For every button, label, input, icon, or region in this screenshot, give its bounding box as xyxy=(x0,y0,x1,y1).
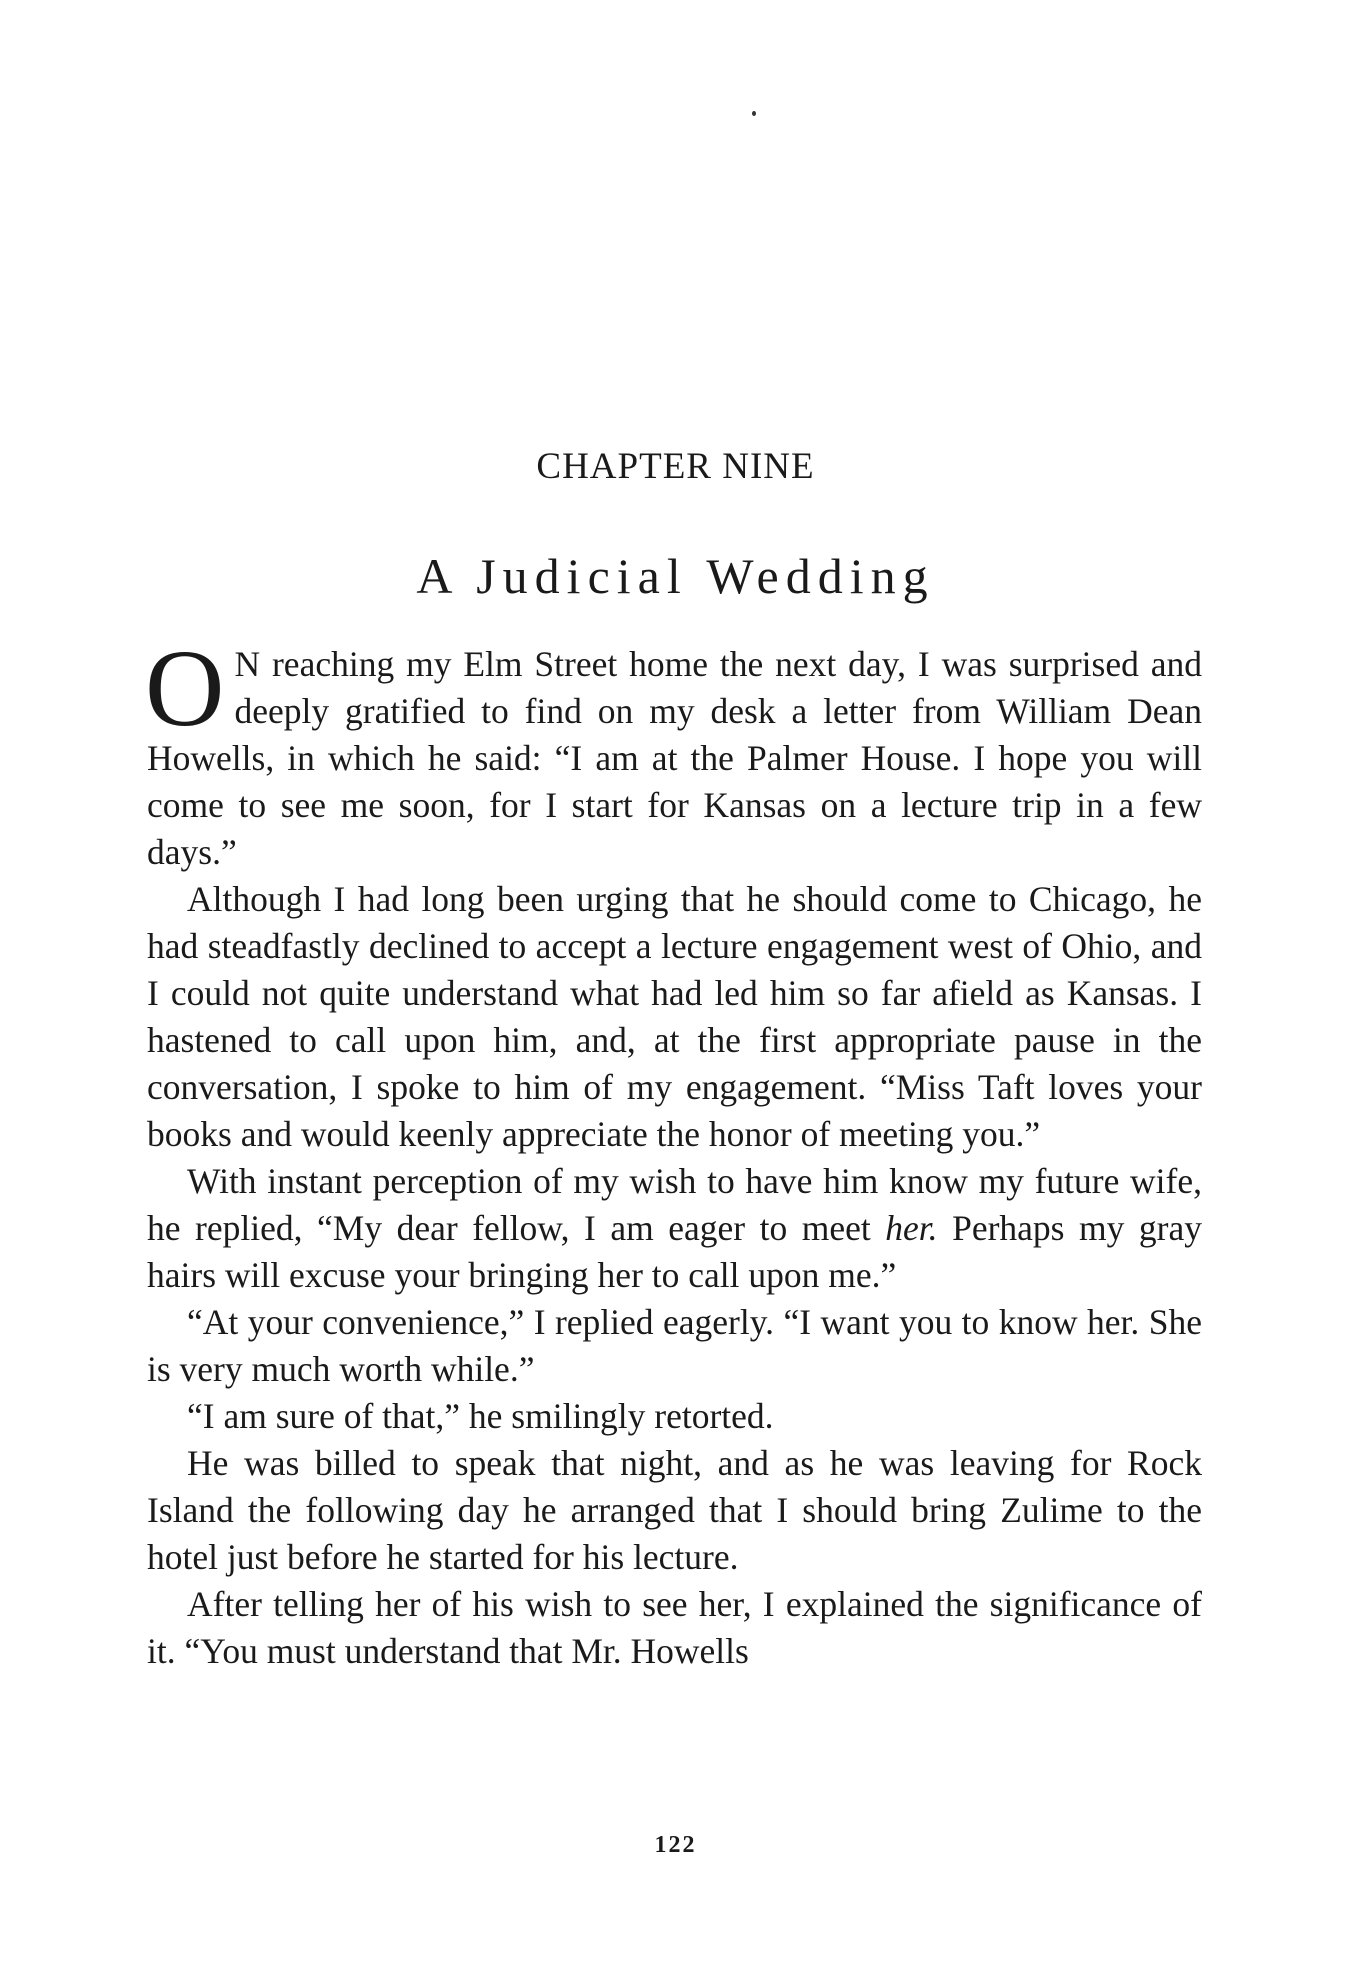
ink-speck xyxy=(752,111,756,116)
paragraph-3 xyxy=(147,1158,1202,1299)
page-number: 122 xyxy=(654,1832,697,1858)
paragraph-7: After telling her of his wish to see her, I explained the significance of it. “You must understand that Mr. Howells xyxy=(147,1584,1202,1671)
paragraph-4: “At your convenience,” I replied eagerly. “I want you to know her. She is very much worth while.” xyxy=(147,1302,1202,1389)
drop-cap: O xyxy=(145,627,225,749)
chapter-title: A Judicial Wedding xyxy=(416,548,935,604)
paragraph-6: He was billed to speak that night, and as he was leaving for Rock Island the following day he arranged that I should bring Zulime to the hotel just before he started for his lecture. xyxy=(147,1443,1202,1577)
paragraph-1 xyxy=(145,627,1202,876)
paragraph-3-emphasis: her. xyxy=(885,1208,938,1248)
paragraph-3-text-after: Perhaps my gray hairs will excuse your bringing her to call upon me.” xyxy=(147,1208,1202,1295)
body-text xyxy=(145,627,1202,1675)
chapter-label: CHAPTER NINE xyxy=(536,446,815,487)
paragraph-1-text: N reaching my Elm Street home the next day, I was surprised and deeply gratified to find on my desk a letter from William Dean Howells, in which he said: “I am at the Palmer House. I hope you will come to see me soon, for I start for Kansas on a lecture trip in a few days.” xyxy=(147,644,1202,872)
paragraph-3-text-before: With instant perception of my wish to have him know my future wife, he replied, “My dear fellow, I am eager to meet xyxy=(147,1161,1202,1248)
paragraph-5: “I am sure of that,” he smilingly retorted. xyxy=(187,1396,774,1436)
paragraph-2: Although I had long been urging that he should come to Chicago, he had steadfastly declined to accept a lecture engagement west of Ohio, and I could not quite understand what had led him so far afield as Kansas. I hastened to call upon him, and, at the first appropriate pause in the conversation, I spoke to him of my engagement. “Miss Taft loves your books and would keenly appreciate the honor of meeting you.” xyxy=(147,879,1202,1154)
